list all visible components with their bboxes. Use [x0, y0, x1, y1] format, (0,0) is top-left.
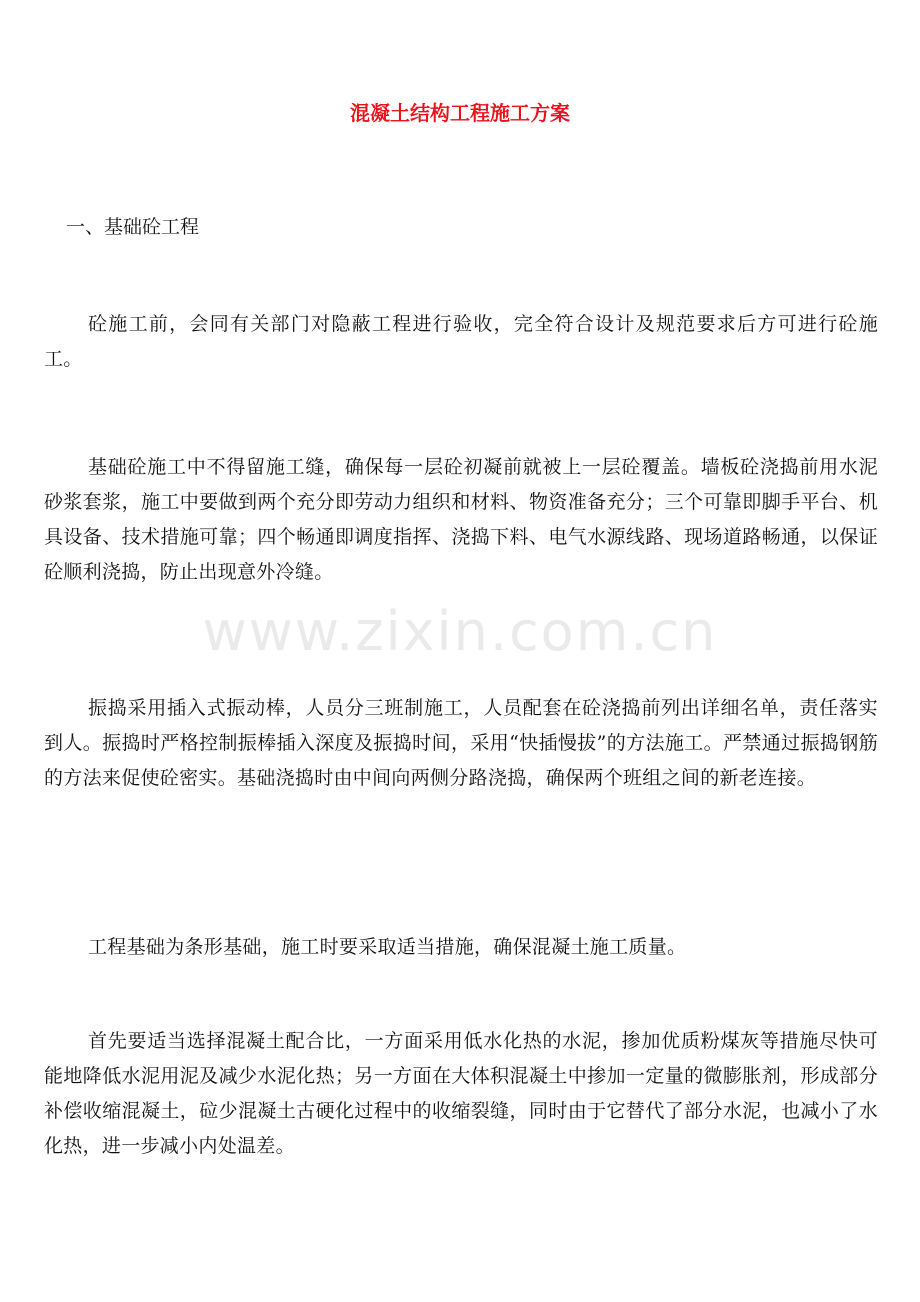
paragraph-4: 工程基础为条形基础，施工时要采取适当措施，确保混凝土施工质量。: [88, 936, 687, 958]
paragraph-5: 首先要适当选择混凝土配合比，一方面采用低水化热的水泥，掺加优质粉煤灰等措施尽快可能地降低水泥用泥及减少水泥化热；另一方面在大体积混凝土中掺加一定量的微膨胀剂，形成部分补偿收缩混凝土，砬少混凝土古硬化过程中的收缩裂缝，同时由于它替代了部分水泥，也减小了水化热，进一步减小内处温差。: [44, 1030, 878, 1157]
document-title: 混凝土结构工程施工方案: [350, 101, 570, 125]
watermark: www.zixin.com.cn: [202, 600, 718, 663]
section-heading: 一、基础砼工程: [66, 216, 200, 238]
paragraph-3: 振捣采用插入式振动棒，人员分三班制施工，人员配套在砼浇捣前列出详细名单，责任落实到人。振捣时严格控制振棒插入深度及振捣时间，采用“快插慢拔”的方法施工。严禁通过振捣钢筋的方法来促使砼密实。基础浇捣时由中间向两侧分路浇捣，确保两个班组之间的新老连接。: [44, 697, 878, 789]
paragraph-1: 砼施工前，会同有关部门对隐蔽工程进行验收，完全符合设计及规范要求后方可进行砼施工。: [44, 313, 878, 370]
paragraph-2: 基础砼施工中不得留施工缝，确保每一层砼初凝前就被上一层砼覆盖。墙板砼浇捣前用水泥砂浆套浆，施工中要做到两个充分即劳动力组织和材料、物资准备充分；三个可靠即脚手平台、机具设备、技术措施可靠；四个畅通即调度指挥、浇捣下料、电气水源线路、现场道路畅通，以保证砼顺利浇捣，防止出现意外冷缝。: [44, 456, 878, 583]
